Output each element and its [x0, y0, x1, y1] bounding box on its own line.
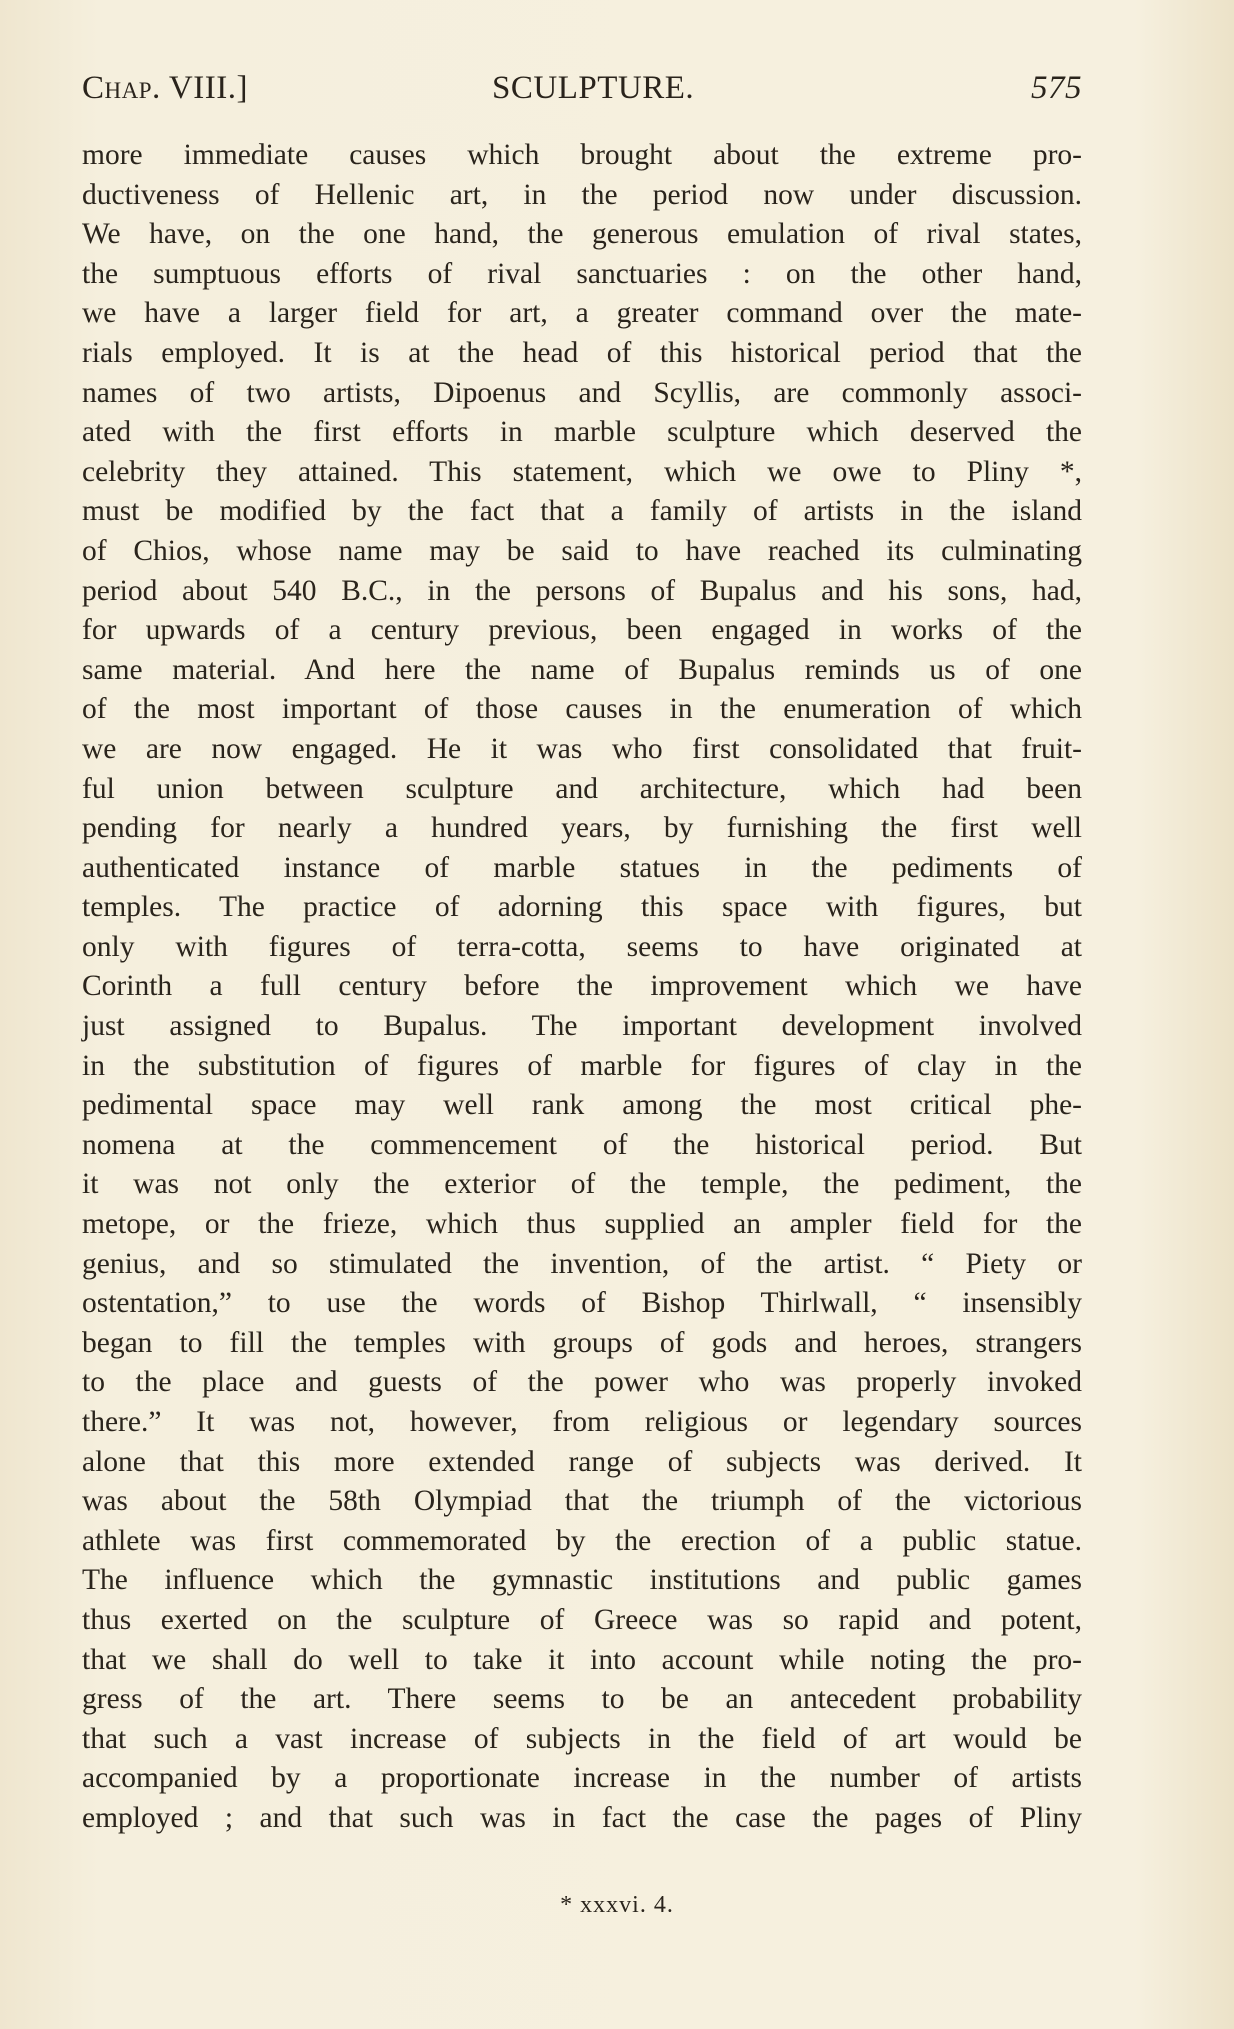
- text-line: thus exerted on the sculpture of Greece was so rapid and potent,: [82, 1603, 1082, 1636]
- text-line: celebrity they attained. This statement, which we owe to Pliny *,: [82, 455, 1082, 488]
- text-line: ductiveness of Hellenic art, in the period now under discussion.: [82, 178, 1082, 211]
- text-line: ostentation,” to use the words of Bishop Thirlwall, “ insensibly: [82, 1287, 1082, 1320]
- page-number: 575: [1031, 70, 1082, 106]
- text-line: employed ; and that such was in fact the case the pages of Pliny: [82, 1801, 1082, 1834]
- text-line: was about the 58th Olympiad that the triumph of the victorious: [82, 1485, 1082, 1518]
- text-line: it was not only the exterior of the temple, the pediment, the: [82, 1168, 1082, 1201]
- text-line: of Chios, whose name may be said to have reached its culminating: [82, 534, 1082, 567]
- text-line: there.” It was not, however, from religious or legendary sources: [82, 1406, 1082, 1438]
- text-line: same material. And here the name of Bupalus reminds us of one: [82, 653, 1082, 686]
- text-line: must be modified by the fact that a family of artists in the island: [82, 495, 1082, 528]
- text-line: Corinth a full century before the improvement which we have: [82, 970, 1082, 1003]
- text-line: genius, and so stimulated the invention, of the artist. “ Piety or: [82, 1247, 1082, 1280]
- text-line: nomena at the commencement of the historical period. But: [82, 1128, 1082, 1161]
- text-line: period about 540 B.C., in the persons of Bupalus and his sons, had,: [82, 574, 1082, 607]
- text-line: The influence which the gymnastic institutions and public games: [82, 1564, 1082, 1597]
- text-line: just assigned to Bupalus. The important development involved: [82, 1010, 1082, 1043]
- text-line: more immediate causes which brought about the extreme pro-: [82, 139, 1082, 171]
- text-line: athlete was first commemorated by the erection of a public statue.: [82, 1524, 1082, 1557]
- footnote: * xxxvi. 4.: [560, 1892, 674, 1918]
- text-line: names of two artists, Dipoenus and Scyllis, are commonly associ-: [82, 376, 1082, 409]
- text-line: temples. The practice of adorning this space with figures, but: [82, 891, 1082, 924]
- text-line: began to fill the temples with groups of gods and heroes, strangers: [82, 1326, 1082, 1359]
- text-line: ated with the first efforts in marble sculpture which deserved the: [82, 416, 1082, 449]
- text-line: metope, or the frieze, which thus supplied an ampler field for the: [82, 1208, 1082, 1241]
- text-line: authenticated instance of marble statues in the pediments of: [82, 851, 1082, 884]
- text-line: rials employed. It is at the head of this historical period that the: [82, 336, 1082, 369]
- section-title: SCULPTURE.: [492, 70, 695, 106]
- text-line: only with figures of terra-cotta, seems to have originated at: [82, 930, 1082, 963]
- text-line: of the most important of those causes in the enumeration of which: [82, 693, 1082, 726]
- text-line: we are now engaged. He it was who first consolidated that fruit-: [82, 732, 1082, 765]
- text-line: pedimental space may well rank among the most critical phe-: [82, 1089, 1082, 1122]
- text-line: that such a vast increase of subjects in the field of art would be: [82, 1722, 1082, 1755]
- text-line: pending for nearly a hundred years, by furnishing the first well: [82, 812, 1082, 845]
- text-line: we have a larger field for art, a greater command over the mate-: [82, 297, 1082, 330]
- text-line: in the substitution of figures of marble for figures of clay in the: [82, 1049, 1082, 1082]
- text-line: to the place and guests of the power who was properly invoked: [82, 1366, 1082, 1399]
- chapter-label: Chap. VIII.]: [82, 70, 248, 106]
- text-line: We have, on the one hand, the generous emulation of rival states,: [82, 218, 1082, 251]
- text-line: ful union between sculpture and architecture, which had been: [82, 772, 1082, 805]
- running-header: [82, 70, 1082, 114]
- text-line: alone that this more extended range of subjects was derived. It: [82, 1445, 1082, 1478]
- text-line: gress of the art. There seems to be an antecedent probability: [82, 1683, 1082, 1716]
- text-line: accompanied by a proportionate increase in the number of artists: [82, 1762, 1082, 1795]
- body-text: [82, 136, 1082, 1839]
- text-line: for upwards of a century previous, been engaged in works of the: [82, 614, 1082, 647]
- text-line: that we shall do well to take it into account while noting the pro-: [82, 1643, 1082, 1676]
- text-line: the sumptuous efforts of rival sanctuaries : on the other hand,: [82, 257, 1082, 290]
